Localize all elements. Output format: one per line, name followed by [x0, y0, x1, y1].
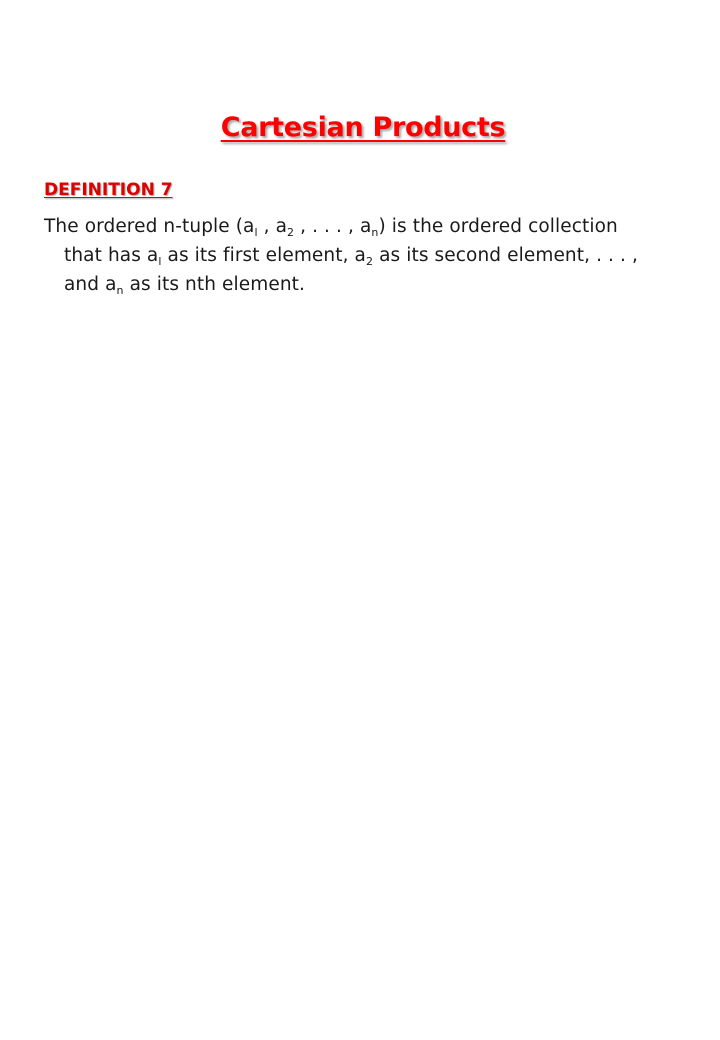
subscript: 2	[287, 226, 295, 239]
subscript: n	[371, 226, 379, 239]
text-segment: The ordered n-tuple (a	[44, 216, 255, 237]
text-segment: and a	[64, 274, 117, 295]
subscript: n	[116, 284, 124, 297]
text-segment: as its nth element.	[123, 274, 306, 295]
text-segment: that has a	[64, 245, 159, 266]
subscript: l	[158, 255, 162, 268]
definition-text	[44, 212, 664, 299]
subscript: l	[254, 226, 258, 239]
subscript: 2	[366, 255, 374, 268]
slide-title: Cartesian Products	[220, 112, 506, 143]
definition-line-2	[44, 241, 664, 270]
definition-line-3	[44, 270, 664, 299]
text-segment: as its second element, . . . ,	[373, 245, 638, 266]
text-segment: , . . . , a	[294, 216, 372, 237]
text-segment: ) is the ordered collection	[378, 216, 618, 237]
text-segment: , a	[257, 216, 288, 237]
definition-label: DEFINITION 7	[44, 180, 173, 200]
text-segment: as its first element, a	[161, 245, 366, 266]
definition-line-1	[44, 212, 664, 241]
